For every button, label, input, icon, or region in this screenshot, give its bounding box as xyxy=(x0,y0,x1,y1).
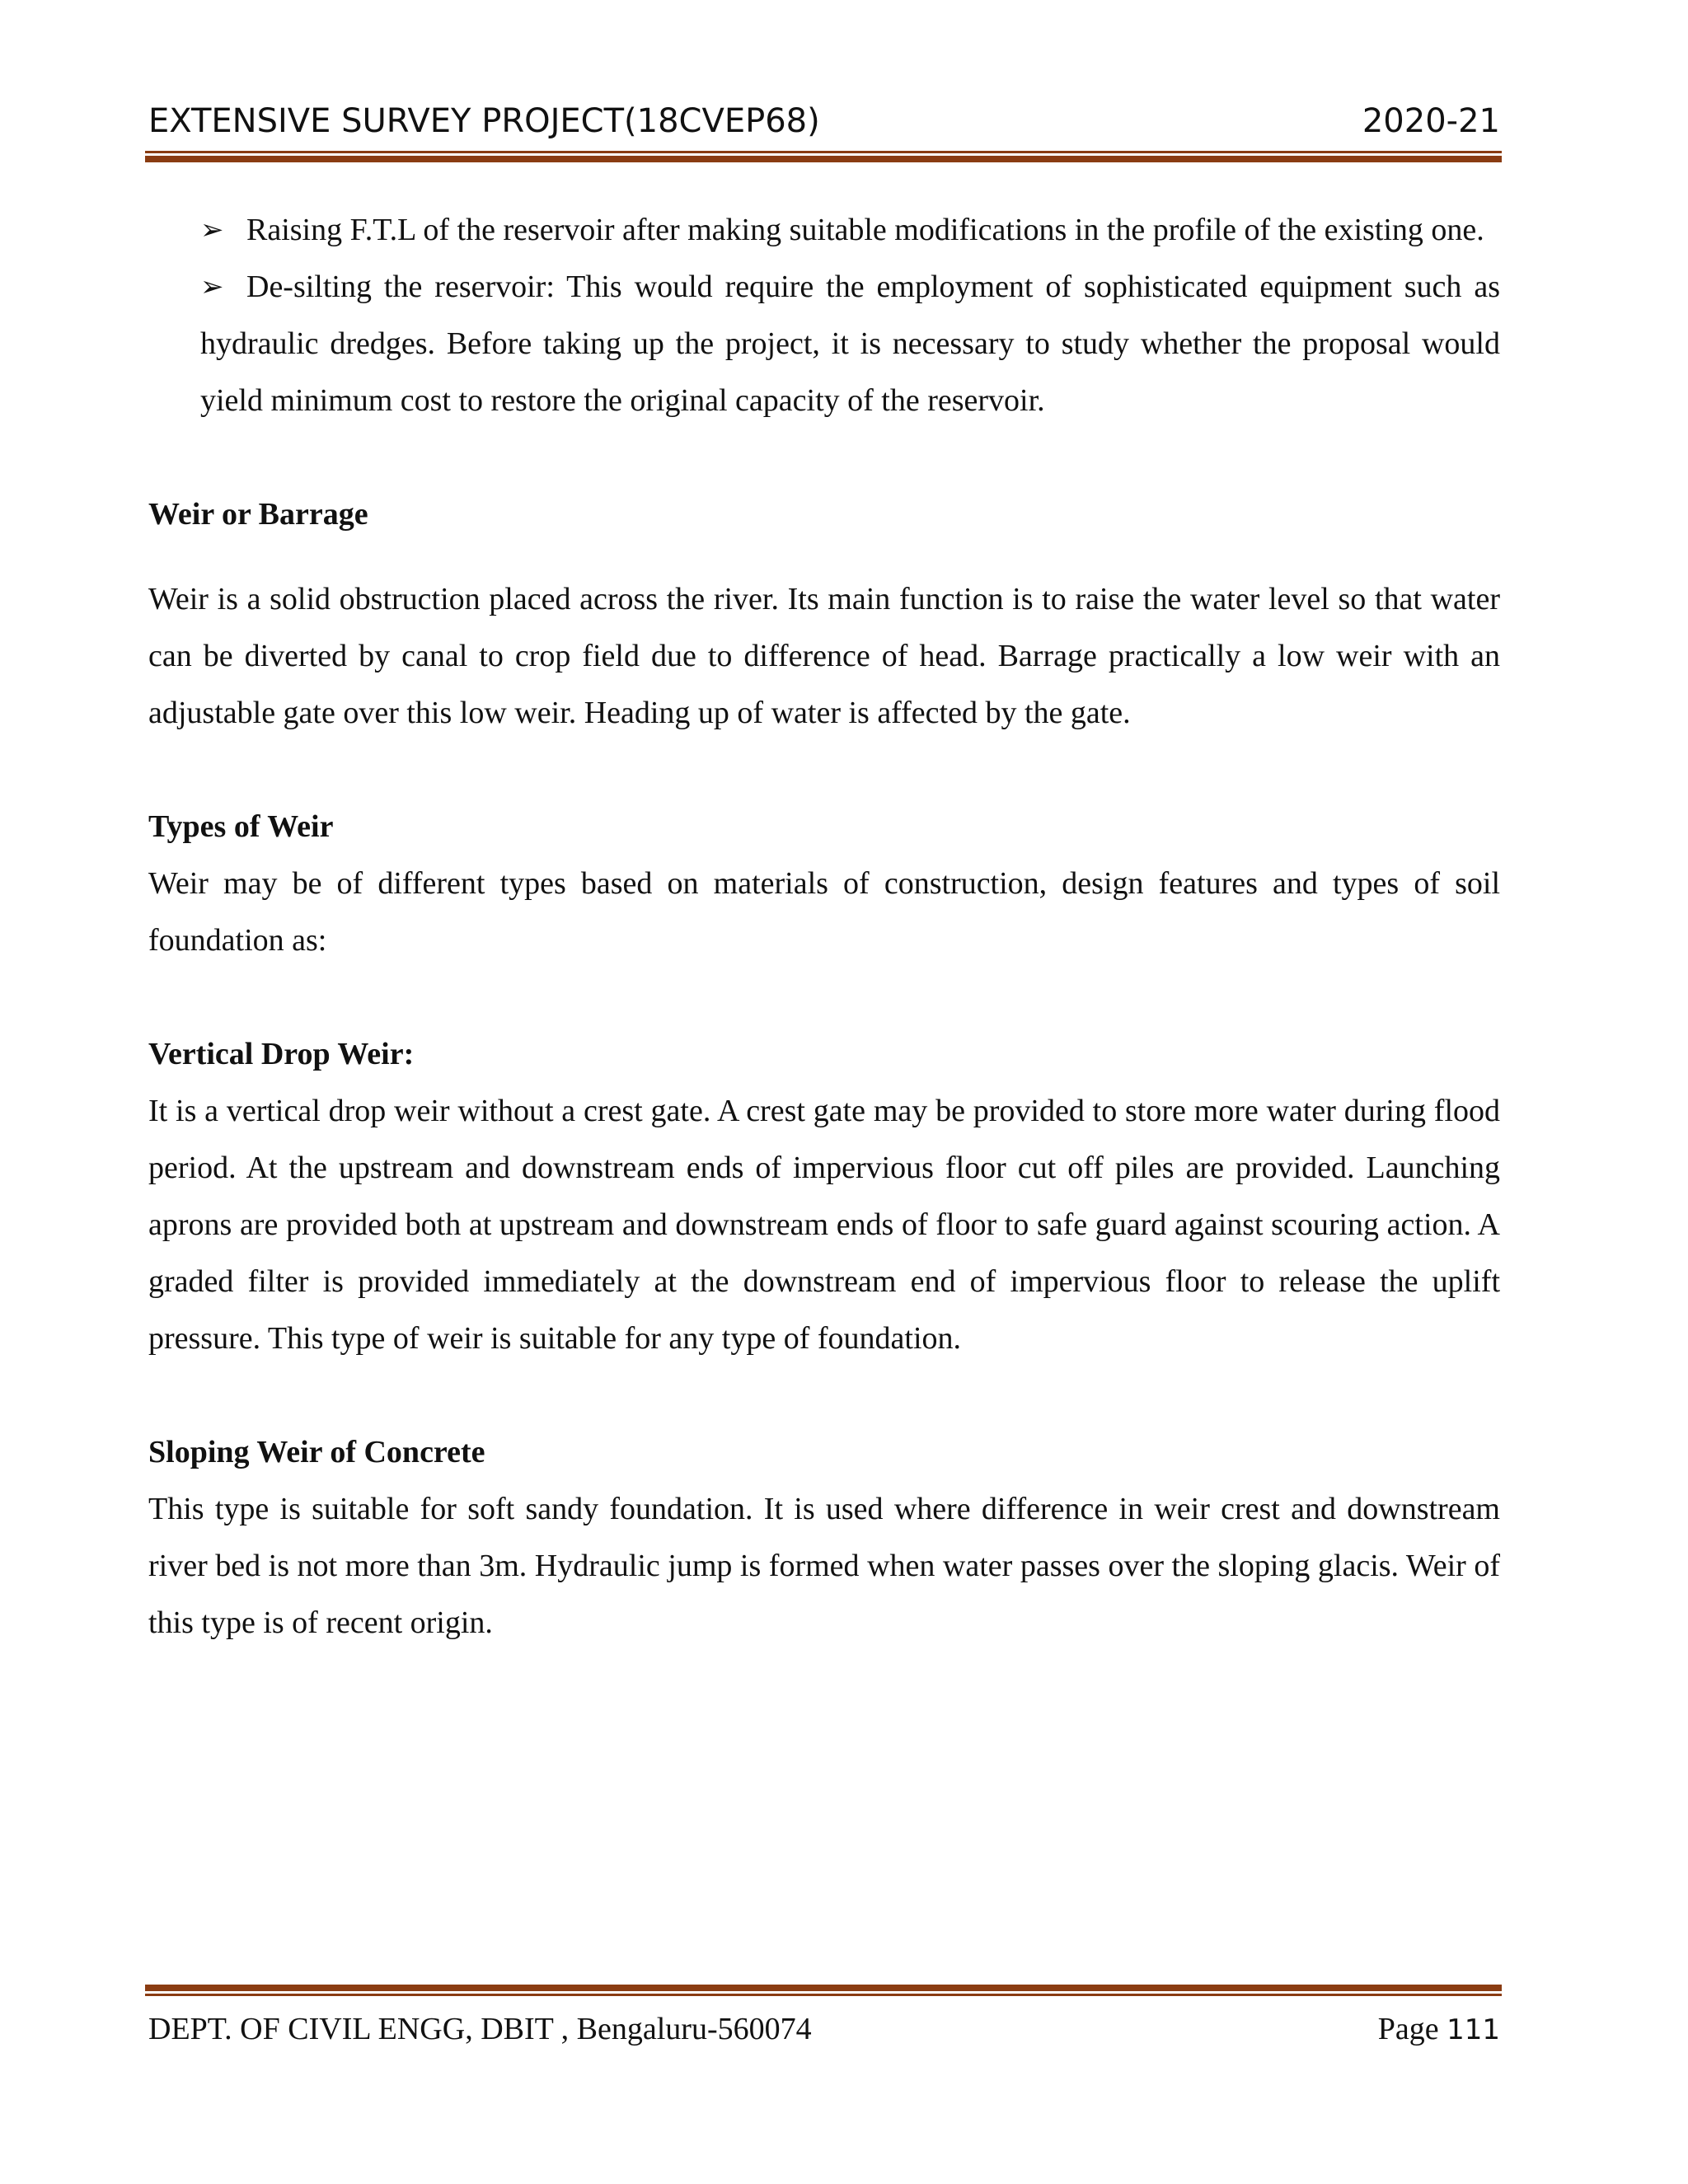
section-paragraph: This type is suitable for soft sandy foundation. It is used where difference in weir crest and downstream river bed is not more than 3m. Hydraulic jump is formed when water passes over the sloping glacis. Weir of this type is of recent origin. xyxy=(148,1492,1500,1640)
page-label: Page xyxy=(1377,2012,1439,2046)
page-number xyxy=(1378,2011,1500,2047)
section-paragraph: Weir is a solid obstruction placed across the river. Its main function is to raise the water level so that water can be diverted by canal to crop field due to difference of head. Barrage practically a low weir with an adjustable gate over this low weir. Heading up of water is affected by the gate. xyxy=(148,582,1500,730)
bullet-item xyxy=(148,259,1500,429)
section-paragraph: It is a vertical drop weir without a crest gate. A crest gate may be provided to store more water during flood period. At the upstream and downstream ends of impervious floor cut off piles are provided. Launching aprons are provided both at upstream and downstream ends of floor to safe guard against scouring action. A graded filter is provided immediately at the downstream end of impervious floor to release the uplift pressure. This type of weir is suitable for any type of foundation. xyxy=(148,1094,1500,1356)
bullet-item xyxy=(148,202,1500,259)
section-heading: Types of Weir xyxy=(148,809,334,844)
section-heading: Weir or Barrage xyxy=(148,497,368,532)
footer-dept: DEPT. OF CIVIL ENGG, DBIT , Bengaluru-560074 xyxy=(148,2012,812,2046)
section-heading: Vertical Drop Weir: xyxy=(148,1037,415,1071)
footer-rule-thick xyxy=(145,1985,1502,1991)
page-number-value: 111 xyxy=(1447,2013,1500,2046)
arrow-bullet-icon: ➢ xyxy=(200,270,224,303)
bullet-text: Raising F.T.L of the reservoir after making suitable modifications in the profile of the existing one. xyxy=(246,213,1484,247)
section-paragraph: Weir may be of different types based on materials of construction, design features and types of soil foundation as: xyxy=(148,866,1500,958)
page-header xyxy=(148,99,1500,148)
bullet-text: De-silting the reservoir: This would require the employment of sophisticated equipment such as hydraulic dredges. Before taking up the project, it is necessary to study whether the proposal would yield minimum cost to restore the original capacity of the reservoir. xyxy=(200,269,1500,418)
section-heading: Sloping Weir of Concrete xyxy=(148,1435,485,1469)
page-body xyxy=(148,202,1500,1652)
arrow-bullet-icon: ➢ xyxy=(200,213,224,246)
header-year: 2020-21 xyxy=(1362,102,1500,140)
header-rule-thick xyxy=(145,156,1502,162)
header-title: EXTENSIVE SURVEY PROJECT(18CVEP68) xyxy=(148,102,820,140)
header-rule-thin xyxy=(145,151,1502,153)
footer-rule-thin xyxy=(145,1994,1502,1996)
page-footer xyxy=(148,2011,1500,2060)
